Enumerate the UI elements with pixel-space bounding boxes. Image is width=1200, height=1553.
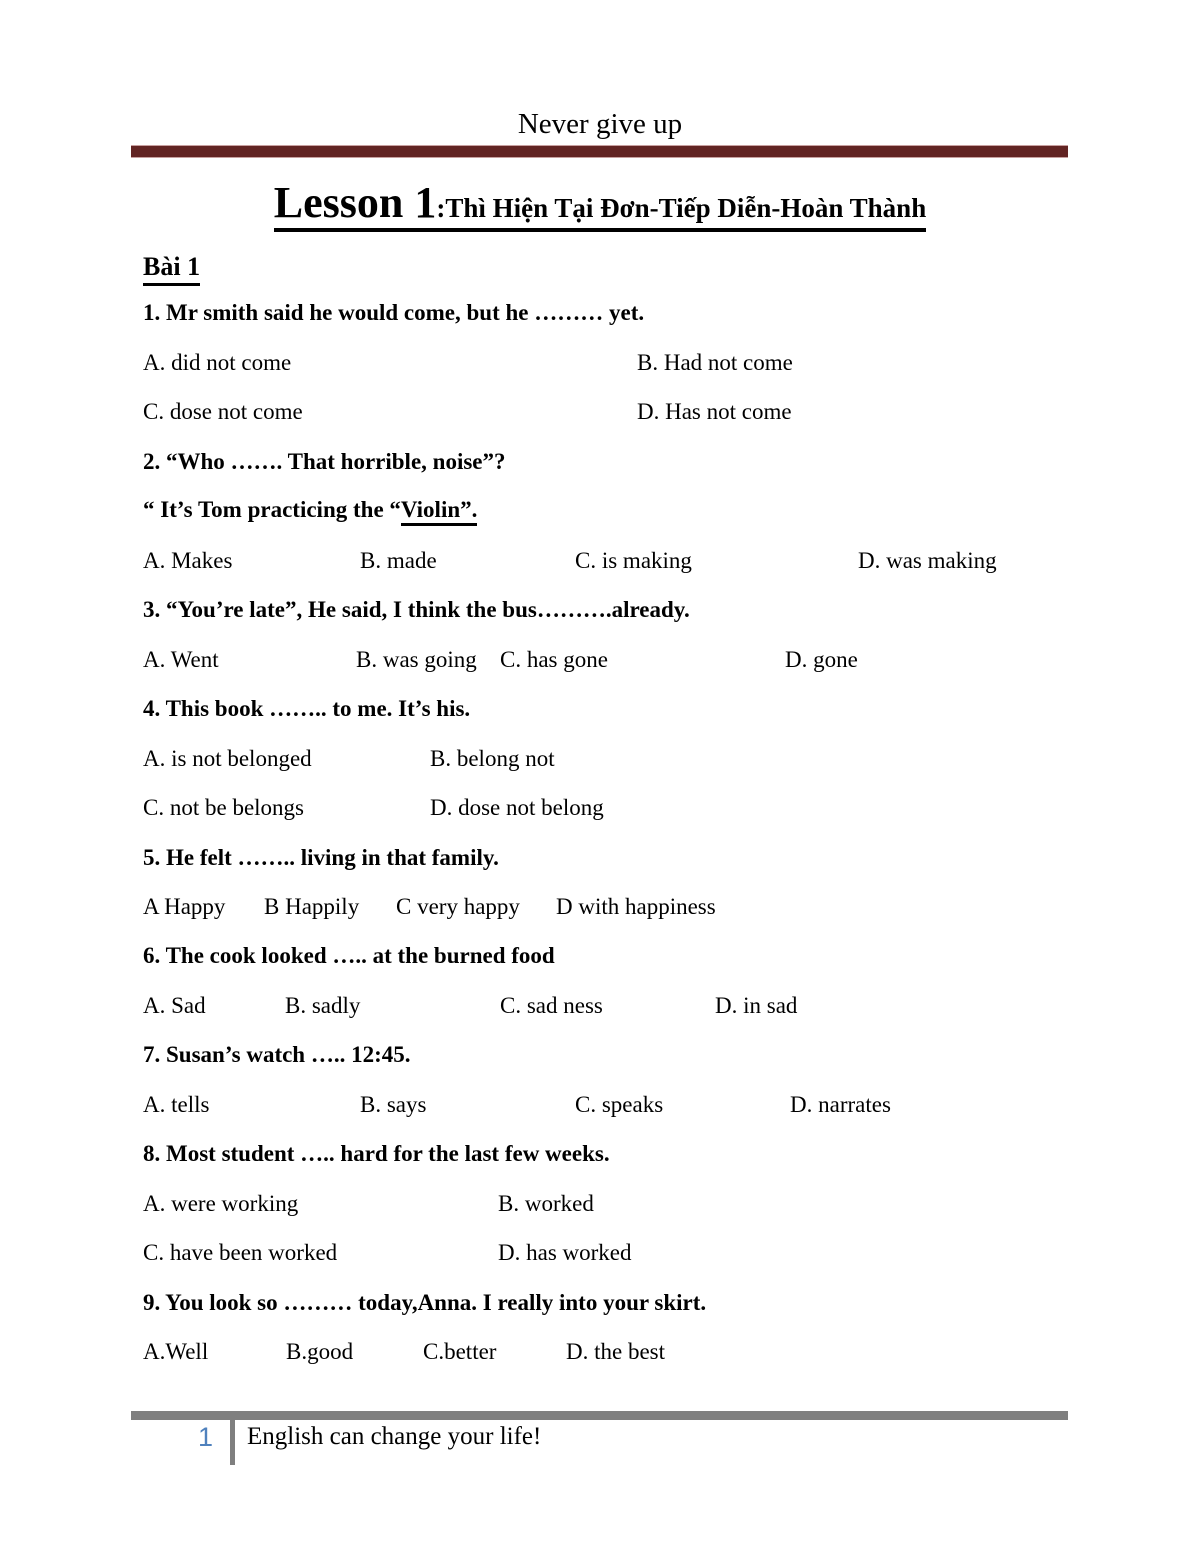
option-d: D. gone <box>785 647 858 672</box>
options-row <box>143 1191 1067 1223</box>
options-row <box>143 746 1067 778</box>
option-c: C.better <box>423 1339 497 1364</box>
question-text: 6. The cook looked ….. at the burned food <box>143 943 555 968</box>
option-d: D. has worked <box>498 1240 632 1265</box>
lesson-subtitle: :Thì Hiện Tại Đơn-Tiếp Diễn-Hoàn Thành <box>436 193 927 223</box>
options-row <box>143 548 1067 580</box>
option-c: C. dose not come <box>143 399 303 424</box>
option-c: C. speaks <box>575 1092 664 1117</box>
section-label: Bài 1 <box>143 252 200 282</box>
options-row <box>143 350 1067 382</box>
option-b: B.good <box>286 1339 354 1364</box>
lesson-number: Lesson 1 <box>273 178 437 227</box>
footer-slogan: English can change your life! <box>247 1423 542 1450</box>
option-b: B. belong not <box>430 746 555 771</box>
option-c: C. have been worked <box>143 1240 338 1265</box>
options-row <box>143 647 1067 679</box>
document-title: Never give up <box>517 108 683 140</box>
question-text: 8. Most student ….. hard for the last few weeks. <box>143 1141 610 1166</box>
option-a: A. Sad <box>143 993 206 1018</box>
question-text: 4. This book …….. to me. It’s his. <box>143 696 471 721</box>
question-text: 2. “Who ……. That horrible, noise”? <box>143 449 506 474</box>
option-c: C very happy <box>396 894 520 919</box>
options-row <box>143 993 1067 1025</box>
option-d: D. Has not come <box>637 399 792 424</box>
question-answer-line <box>143 497 1067 529</box>
option-a: A. did not come <box>143 350 292 375</box>
option-a: A.Well <box>143 1339 209 1364</box>
option-c: C. not be belongs <box>143 795 304 820</box>
option-d: D. narrates <box>790 1092 891 1117</box>
option-c: C. has gone <box>500 647 608 672</box>
answer-underlined: Violin”. <box>401 497 477 526</box>
answer-prefix: “ It’s Tom practicing the “ <box>143 497 401 522</box>
question-text: 3. “You’re late”, He said, I think the bus……….already. <box>143 597 690 622</box>
option-d: D with happiness <box>556 894 716 919</box>
options-row <box>143 1339 1067 1371</box>
option-a: A Happy <box>143 894 226 919</box>
option-b: B. made <box>360 548 437 573</box>
option-b: B. Had not come <box>637 350 793 375</box>
page-number: 1 <box>198 1422 214 1452</box>
question-text: 9. You look so ……… today,Anna. I really into your skirt. <box>143 1290 707 1315</box>
option-a: A. Makes <box>143 548 233 573</box>
options-row <box>143 894 1067 926</box>
option-b: B. says <box>360 1092 427 1117</box>
options-row <box>143 795 1067 827</box>
footer-divider-bar <box>131 1411 1068 1420</box>
option-c: C. is making <box>575 548 692 573</box>
option-b: B. worked <box>498 1191 594 1216</box>
option-a: A. were working <box>143 1191 299 1216</box>
option-b: B. sadly <box>285 993 361 1018</box>
option-d: D. was making <box>858 548 997 573</box>
option-d: D. the best <box>566 1339 666 1364</box>
title-divider-bar <box>131 145 1068 158</box>
option-c: C. sad ness <box>500 993 603 1018</box>
option-a: A. Went <box>143 647 219 672</box>
options-row <box>143 399 1067 431</box>
option-d: D. in sad <box>715 993 798 1018</box>
options-row <box>143 1092 1067 1124</box>
option-b: B Happily <box>264 894 360 919</box>
option-a: A. is not belonged <box>143 746 312 771</box>
lesson-heading <box>0 178 1200 232</box>
option-a: A. tells <box>143 1092 210 1117</box>
question-text: 5. He felt …….. living in that family. <box>143 845 499 870</box>
options-row <box>143 1240 1067 1272</box>
footer-vertical-bar <box>230 1417 235 1465</box>
question-text: 7. Susan’s watch ….. 12:45. <box>143 1042 411 1067</box>
option-d: D. dose not belong <box>430 795 604 820</box>
question-text: 1. Mr smith said he would come, but he ……… yet. <box>143 300 645 325</box>
option-b: B. was going <box>356 647 477 672</box>
